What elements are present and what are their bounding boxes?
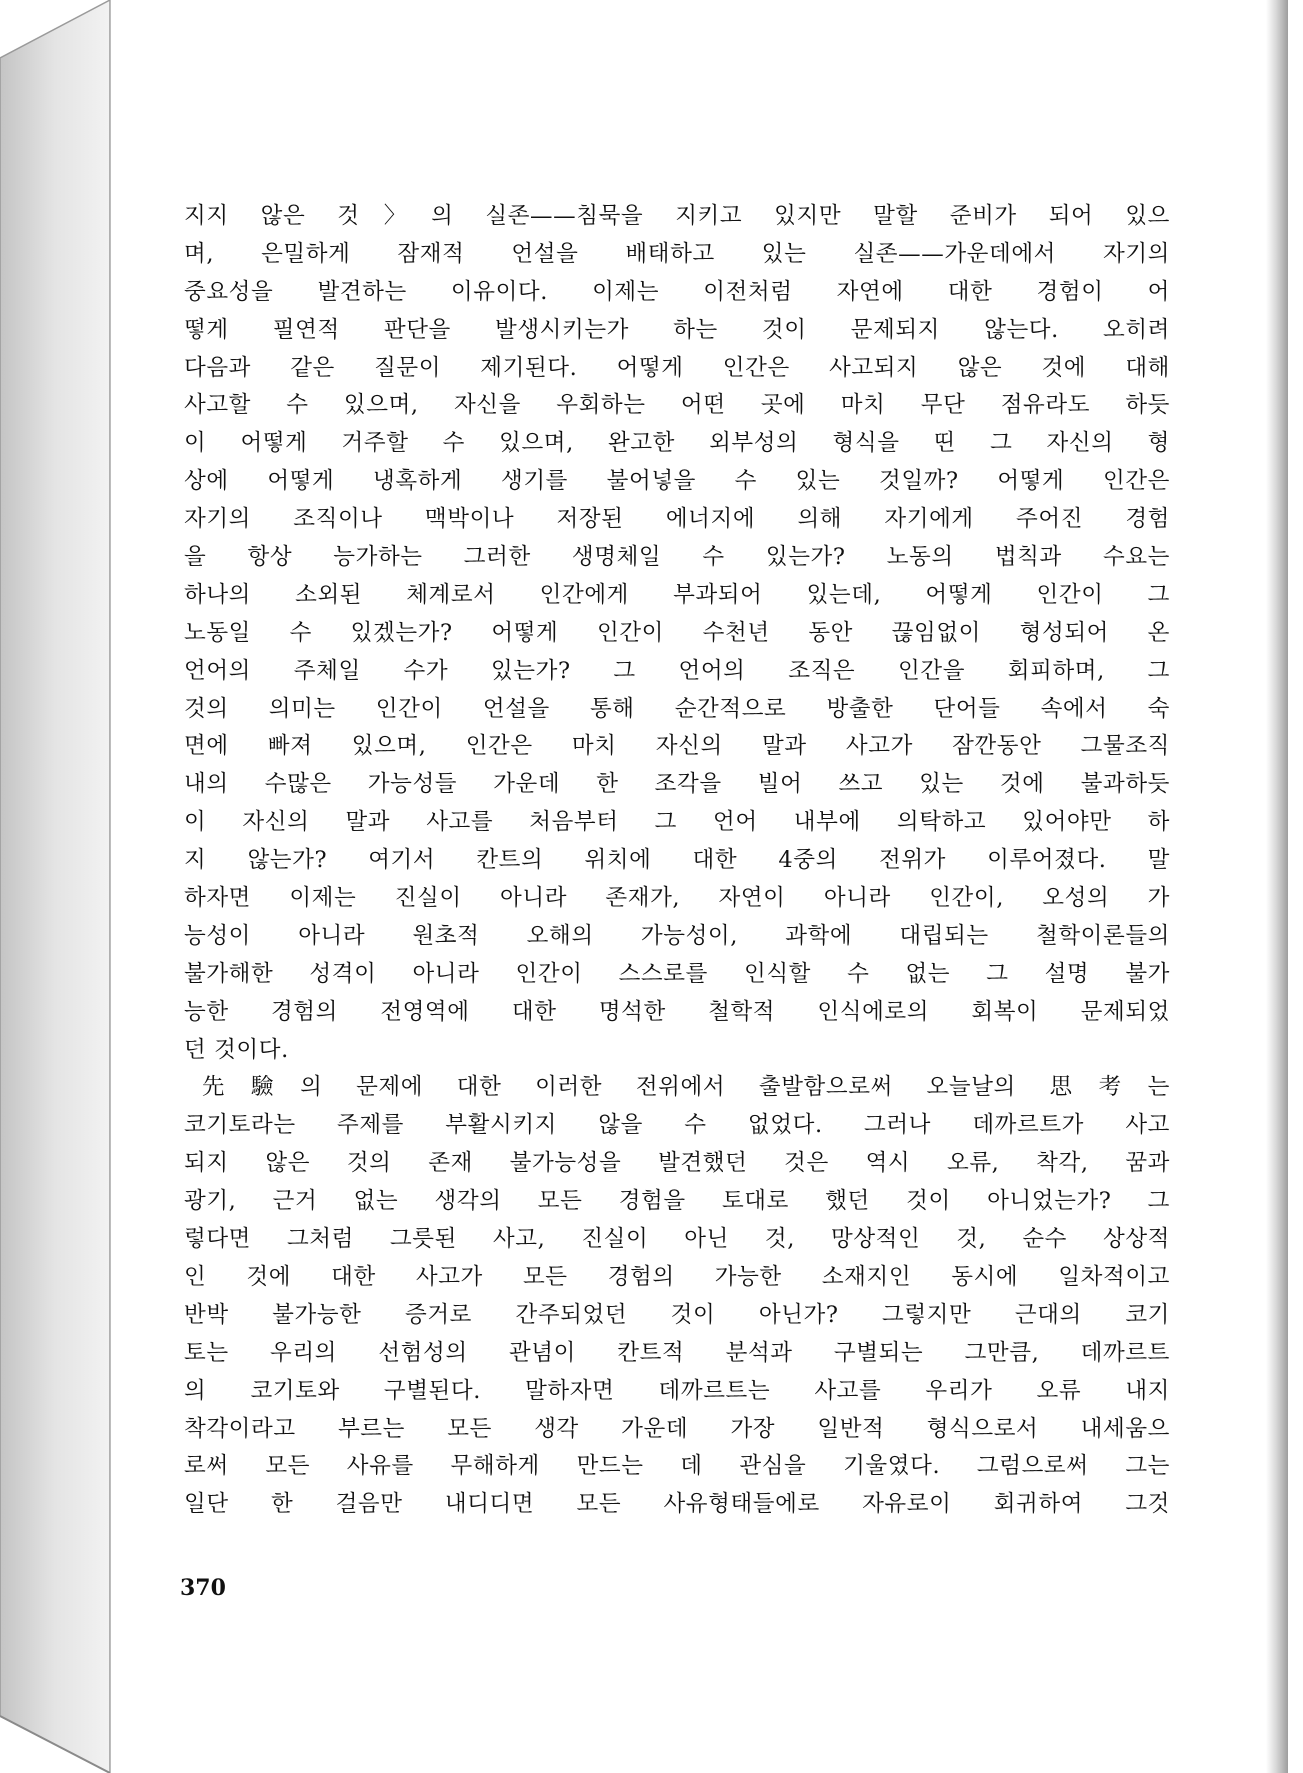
text-line: 의 코기토와 구별된다. 말하자면 데까르트는 사고를 우리가 오류 내지 (184, 1377, 1170, 1404)
text-line: 토는 우리의 선험성의 관념이 칸트적 분석과 구별되는 그만큼, 데까르트 (184, 1339, 1170, 1366)
text-line: 로써 모든 사유를 무해하게 만드는 데 관심을 기울였다. 그럼으로써 그는 (184, 1453, 1170, 1480)
text-line: 을 항상 능가하는 그러한 생명체일 수 있는가? 노동의 법칙과 수요는 (184, 544, 1170, 571)
text-line: 사고할 수 있으며, 자신을 우회하는 어떤 곳에 마치 무단 점유라도 하듯 (184, 392, 1170, 419)
text-line: 것의 의미는 인간이 언설을 통해 순간적으로 방출한 단어들 속에서 숙 (184, 695, 1170, 722)
text-line: 코기토라는 주제를 부활시키지 않을 수 없었다. 그러나 데까르트가 사고 (184, 1112, 1170, 1139)
text-line: 렇다면 그처럼 그릇된 사고, 진실이 아닌 것, 망상적인 것, 순수 상상적 (184, 1226, 1170, 1253)
text-line: 중요성을 발견하는 이유이다. 이제는 이전처럼 자연에 대한 경험이 어 (184, 278, 1170, 305)
text-line: 다음과 같은 질문이 제기된다. 어떻게 인간은 사고되지 않은 것에 대해 (184, 354, 1170, 381)
text-line: 일단 한 걸음만 내디디면 모든 사유형태들에로 자유로이 회귀하여 그것 (184, 1491, 1170, 1518)
text-line: 능한 경험의 전영역에 대한 명석한 철학적 인식에로의 회복이 문제되었 (184, 998, 1170, 1025)
text-line: 광기, 근거 없는 생각의 모든 경험을 토대로 했던 것이 아니었는가? 그 (184, 1188, 1170, 1215)
text-line: 언어의 주체일 수가 있는가? 그 언어의 조직은 인간을 회피하며, 그 (184, 657, 1170, 684)
text-line: 지지 않은 것〉의 실존——침묵을 지키고 있지만 말할 준비가 되어 있으 (184, 203, 1170, 229)
text-line: 불가해한 성격이 아니라 인간이 스스로를 인식할 수 없는 그 설명 불가 (184, 960, 1170, 987)
paragraph-end-line: 던 것이다. (184, 1036, 289, 1063)
text-line: 하나의 소외된 체계로서 인간에게 부과되어 있는데, 어떻게 인간이 그 (184, 581, 1170, 608)
text-line: 능성이 아니라 원초적 오해의 가능성이, 과학에 대립되는 철학이론들의 (184, 922, 1170, 949)
text-line: 되지 않은 것의 존재 불가능성을 발견했던 것은 역시 오류, 착각, 꿈과 (184, 1150, 1170, 1177)
text-line: 노동일 수 있겠는가? 어떻게 인간이 수천년 동안 끊임없이 형성되어 온 (184, 619, 1170, 646)
text-line: 상에 어떻게 냉혹하게 생기를 불어넣을 수 있는 것일까? 어떻게 인간은 (184, 468, 1170, 495)
text-line: 이 어떻게 거주할 수 있으며, 완고한 외부성의 형식을 띤 그 자신의 형 (184, 430, 1170, 457)
text-line: 며, 은밀하게 잠재적 언설을 배태하고 있는 실존——가운데에서 자기의 (184, 240, 1170, 267)
text-line: 하자면 이제는 진실이 아니라 존재가, 자연이 아니라 인간이, 오성의 가 (184, 885, 1170, 912)
text-line: 떻게 필연적 판단을 발생시키는가 하는 것이 문제되지 않는다. 오히려 (184, 316, 1170, 343)
body-text (184, 198, 1170, 1524)
text-line: 지 않는가? 여기서 칸트의 위치에 대한 4중의 전위가 이루어졌다. 말 (184, 847, 1170, 874)
page-number: 370 (180, 1575, 226, 1601)
text-line: 착각이라고 부르는 모든 생각 가운데 가장 일반적 형식으로서 내세움으 (184, 1415, 1170, 1442)
text-line: 면에 빠져 있으며, 인간은 마치 자신의 말과 사고가 잠깐동안 그물조직 (184, 733, 1170, 760)
text-line: 인 것에 대한 사고가 모든 경험의 가능한 소재지인 동시에 일차적이고 (184, 1263, 1170, 1290)
text-line: 자기의 조직이나 맥박이나 저장된 에너지에 의해 자기에게 주어진 경험 (184, 506, 1170, 533)
page-edge-shadow (1266, 0, 1288, 1773)
text-line: 반박 불가능한 증거로 간주되었던 것이 아닌가? 그렇지만 근대의 코기 (184, 1301, 1170, 1328)
paragraph-start-line: 先驗의 문제에 대한 이러한 전위에서 출발함으로써 오늘날의 思考는 (202, 1074, 1170, 1101)
text-line: 이 자신의 말과 사고를 처음부터 그 언어 내부에 의탁하고 있어야만 하 (184, 809, 1170, 836)
text-line: 내의 수많은 가능성들 가운데 한 조각을 빌어 쓰고 있는 것에 불과하듯 (184, 771, 1170, 798)
